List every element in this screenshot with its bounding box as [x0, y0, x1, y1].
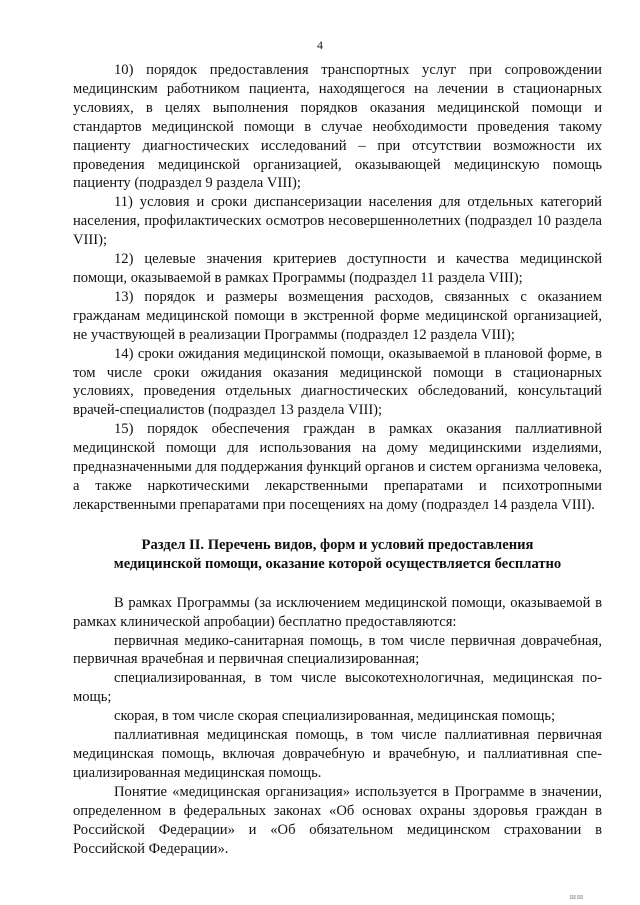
list-item: 14) сроки ожидания медицинской помощи, оказываемой в плановой форме, в том числе сроки ожидания оказания медицинской помощи в стационарных условиях, проведения отдельных диагностических обследований, консультаций врачей-специалистов (подраздел 13 раздела VIII); [73, 345, 602, 419]
section-heading-line: Раздел II. Перечень видов, форм и условий предоставления [141, 536, 534, 553]
paragraph: паллиативная медицинская помощь, в том числе паллиативная первичная медицинская помощь, включая доврачебную и врачебную, и паллиативная специализированная медицинская помощь. [73, 727, 602, 781]
page-number: 4 [317, 38, 323, 52]
paragraph: В рамках Программы (за исключением медицинской помощи, оказываемой в рамках клинической апробации) бесплатно предоставляются: [73, 594, 602, 630]
paragraph: скорая, в том числе скорая специализированная, медицинская помощь; [114, 708, 556, 725]
section-heading-line: медицинской помощи, оказание которой осуществляется бесплатно [113, 555, 562, 572]
list-item: 11) условия и сроки диспансеризации населения для отдельных категорий населения, профилактических осмотров несовершеннолетних (подраздел 10 раздела VIII); [73, 194, 602, 249]
paragraph: первичная медико-санитарная помощь, в том числе первичная доврачебная, первичная врачебная и первичная специализированная; [73, 632, 602, 668]
section-body [73, 594, 602, 859]
list-item: 12) целевые значения критериев доступности и качества медицинской помощи, оказываемой в рамках Программы (подраздел 11 раздела VIII); [73, 251, 602, 286]
list-item: 10) порядок предоставления транспортных услуг при сопровождении медицинским работником пациента, находящегося на лечении в стационарных условиях, в целях выполнения порядков оказания медицинской помощи и стандартов медицинской помощи в случае необходимости проведения такому пациенту диагностических исследований – при отсутствии возможности их проведения медицинской организацией, оказывающей медицинскую помощь пациенту (подраздел 9 раздела VIII); [73, 62, 602, 192]
section-heading [73, 536, 602, 574]
paragraph: Понятие «медицинская организация» используется в Программе в значении, определенном в федеральных законах «Об основах охраны здоровья граждан в Российской Федерации» и «Об обязательном медицинском страховании в Российской Федерации». [73, 783, 602, 857]
list-item: 13) порядок и размеры возмещения расходов, связанных с оказанием гражданам медицинской помощи в экстренной форме медицинской организацией, не участвующей в реализации Программы (подраздел 12 раздела VIII); [73, 288, 602, 343]
enumerated-list [73, 61, 602, 515]
scan-mark: ШШ [569, 895, 584, 901]
paragraph: специализированная, в том числе высокотехнологичная, медицинская помощь; [73, 670, 602, 706]
list-item: 15) порядок обеспечения граждан в рамках оказания паллиативной медицинской помощи для использования на дому медицинскими изделиями, предназначенными для поддержания функций органов и систем организма человека, а также наркотическими лекарственными препаратами и психотропными лекарственными препаратами при посещениях на дому (подраздел 14 раздела VIII). [73, 421, 602, 513]
document-body [73, 61, 602, 858]
